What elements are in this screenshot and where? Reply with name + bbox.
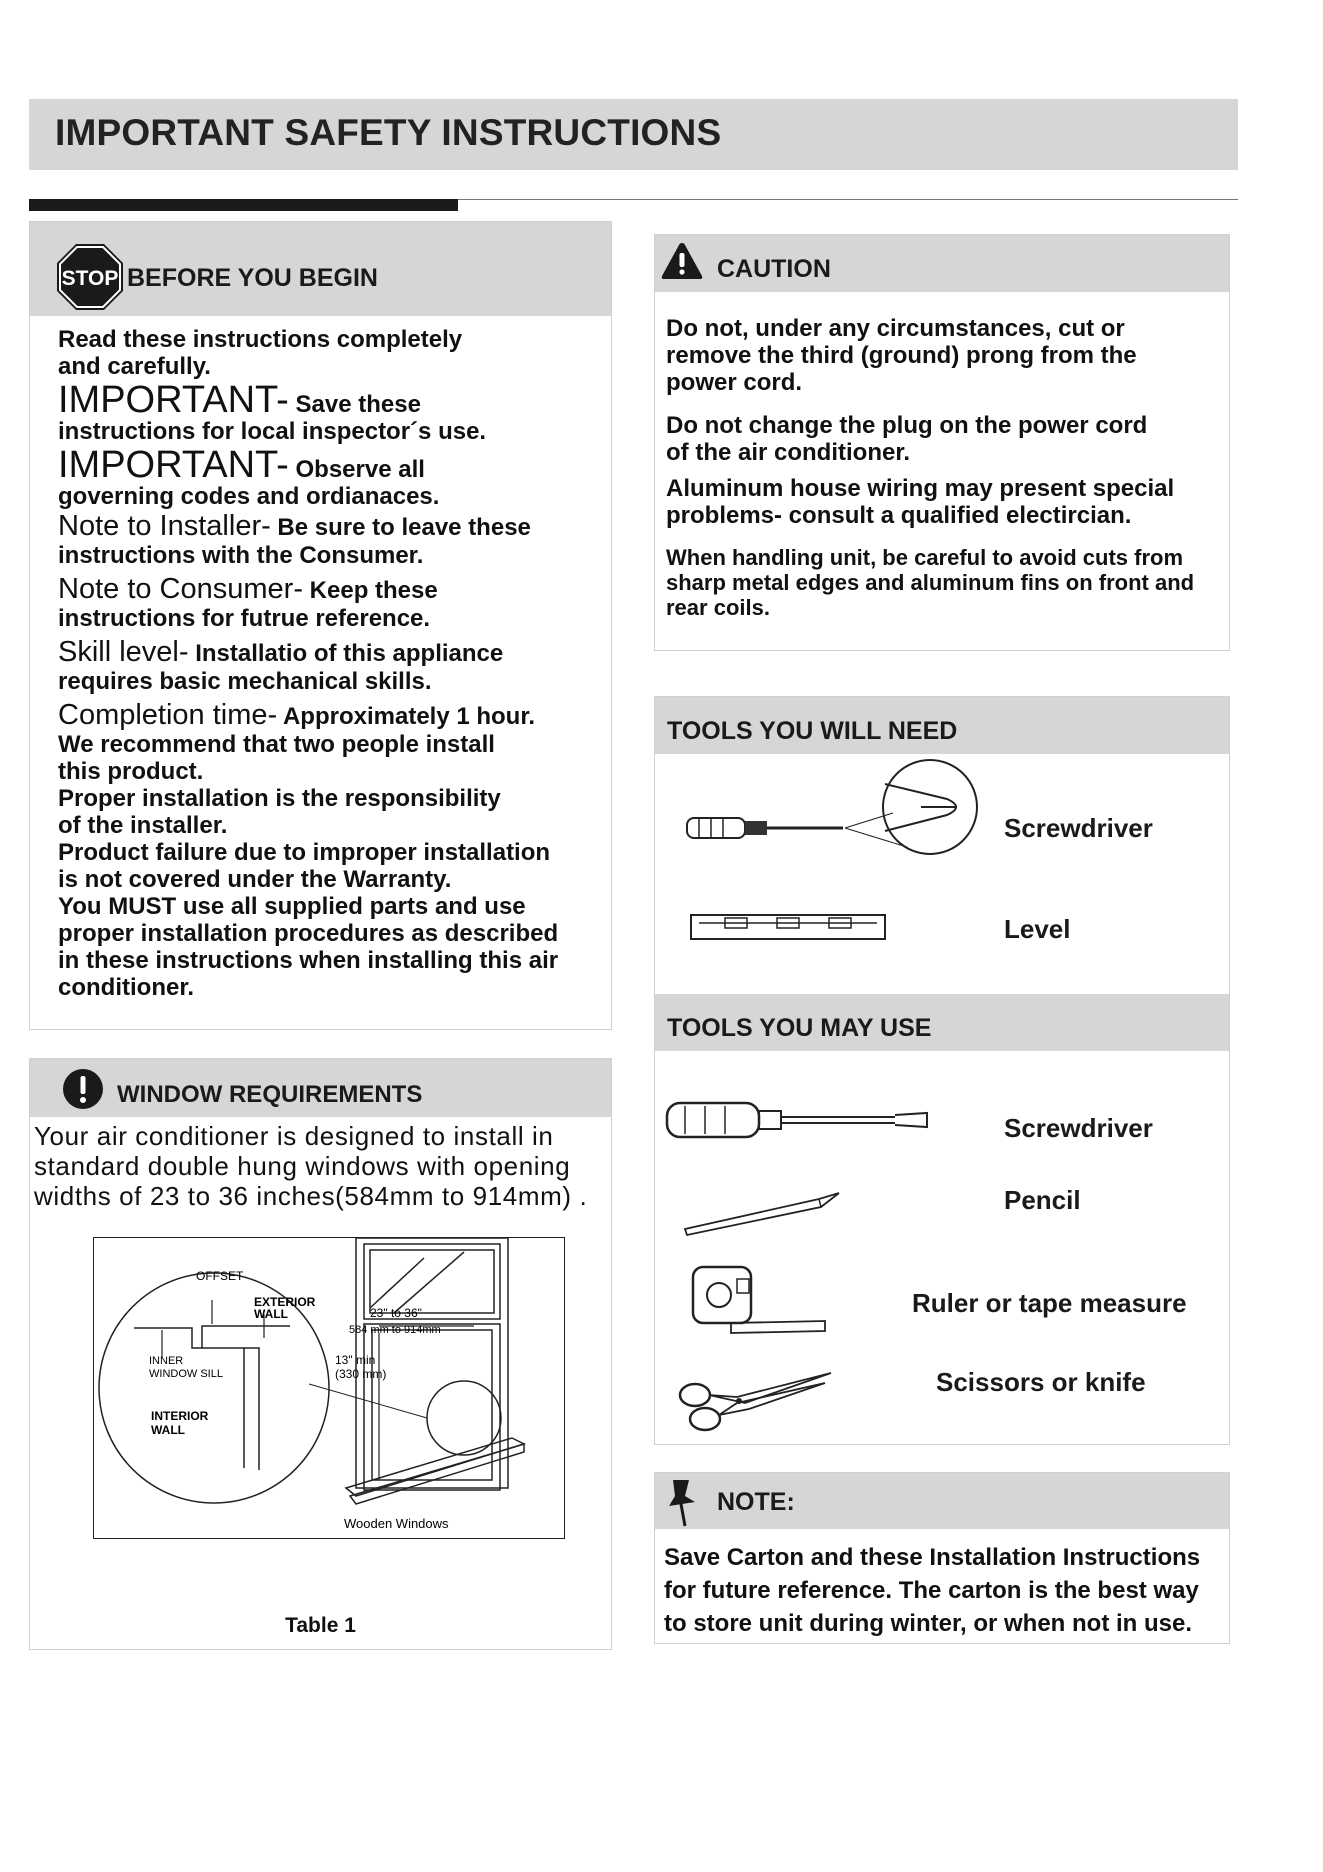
important2-lead: IMPORTANT- [58,444,289,486]
caution-header [655,235,1229,292]
important2-line2: governing codes and ordianaces. [58,483,440,510]
diagram-caption: Wooden Windows [344,1516,449,1531]
diagram-exterior-wall-2: WALL [254,1307,288,1321]
intro-line-2: and carefully. [58,353,211,380]
header-rule-thin [458,199,1238,200]
warning-triangle-icon [660,241,704,281]
tools-need-heading: TOOLS YOU WILL NEED [667,717,958,745]
window-diagram [93,1237,565,1539]
caution-p3-line-1: Aluminum house wiring may present special [666,475,1175,502]
pencil-icon [683,1189,843,1239]
installer-tail: Be sure to leave these [270,514,531,541]
caution-p4-line-2: sharp metal edges and aluminum fins on front and [666,570,1195,595]
window-body-line-2: standard double hung windows with opening [34,1151,571,1181]
diagram-inner-sill-1: INNER [149,1355,184,1367]
phillips-screwdriver-icon [685,759,995,859]
window-body-line-3: widths of 23 to 36 inches(584mm to 914mm) . [34,1181,588,1211]
diagram-interior-wall-2: WALL [151,1423,185,1437]
caution-panel [654,234,1230,651]
tools-panel [654,696,1230,1445]
diagram-min-in: 13" min [335,1353,376,1367]
caution-p2-line-2: of the air conditioner. [666,439,911,466]
note-heading: NOTE: [717,1488,795,1516]
caution-p1-line-3: power cord. [666,369,803,396]
stop-sign-text: STOP [61,267,119,290]
before-you-begin-list [58,326,608,1001]
caution-text [666,315,1228,620]
installer-lead: Note to Installer- [58,510,271,542]
must-line-3: in these instructions when installing this air [58,947,559,974]
note-text [664,1541,1229,1640]
time-lead: Completion time- [58,699,278,731]
caution-p2-line-1: Do not change the plug on the power cord [666,412,1148,439]
tools-may-header [655,994,1229,1051]
must-line-4: conditioner. [58,974,195,1001]
tool-need-label-2: Level [1004,914,1071,944]
diagram-offset-label: OFFSET [196,1269,244,1283]
tools-may-heading: TOOLS YOU MAY USE [667,1014,932,1042]
consumer-line2: instructions for futrue reference. [58,605,431,632]
installer-line2: instructions with the Consumer. [58,542,424,569]
proper-line-2: of the installer. [58,812,228,839]
intro-line-1: Read these instructions completely [58,326,463,353]
note-header [655,1473,1229,1529]
must-line-1: You MUST use all supplied parts and use [58,893,526,920]
tool-may-label-3: Ruler or tape measure [912,1288,1187,1318]
window-requirements-header [30,1059,611,1117]
caution-heading: CAUTION [717,255,831,283]
caution-p4-line-1: When handling unit, be careful to avoid cuts from [666,545,1184,570]
failure-line-2: is not covered under the Warranty. [58,866,452,893]
caution-p1-line-1: Do not, under any circumstances, cut or [666,315,1125,342]
tool-need-label-1: Screwdriver [1004,813,1153,843]
before-you-begin-header [30,222,611,316]
note-line-3: to store unit during winter, or when not in use. [664,1610,1192,1637]
proper-line-1: Proper installation is the responsibility [58,785,501,812]
window-body-line-1: Your air conditioner is designed to install in [34,1121,554,1151]
caution-p4-line-3: rear coils. [666,595,770,620]
diagram-width-mm: 584 mm to 914mm [349,1324,441,1336]
level-icon [689,911,889,945]
window-requirements-heading: WINDOW REQUIREMENTS [117,1081,423,1108]
exclamation-icon [62,1068,104,1110]
important1-lead: IMPORTANT- [58,379,289,421]
note-line-2: for future reference. The carton is the best way [664,1577,1199,1604]
caution-p3-line-2: problems- consult a qualified electircian. [666,502,1132,529]
window-requirements-text [34,1121,614,1211]
tool-may-label-4: Scissors or knife [936,1367,1146,1397]
time-tail: Approximately 1 hour. [277,703,536,730]
tools-need-header [655,697,1229,754]
window-diagram-illustration [94,1238,564,1538]
flat-screwdriver-icon [665,1097,935,1147]
skill-tail: Installatio of this appliance [188,640,504,667]
stop-sign-icon [56,243,124,311]
tool-may-label-1: Screwdriver [1004,1113,1153,1143]
pushpin-icon [663,1476,703,1528]
consumer-tail: Keep these [303,577,438,604]
diagram-min-mm: (330 mm) [335,1367,387,1381]
diagram-exterior-wall-1: EXTERIOR [254,1295,316,1309]
diagram-interior-wall-1: INTERIOR [151,1409,209,1423]
note-line-1: Save Carton and these Installation Instructions [664,1544,1201,1571]
scissors-icon [675,1365,835,1435]
diagram-inner-sill-2: WINDOW SILL [149,1368,223,1380]
skill-lead: Skill level- [58,636,189,668]
recommend-line-1: We recommend that two people install [58,731,495,758]
header-rule-thick [29,199,458,211]
failure-line-1: Product failure due to improper installation [58,839,551,866]
page-title: IMPORTANT SAFETY INSTRUCTIONS [55,112,722,153]
before-you-begin-heading: BEFORE YOU BEGIN [127,264,378,292]
window-requirements-panel [29,1058,612,1650]
must-line-2: proper installation procedures as described [58,920,559,947]
tool-may-label-2: Pencil [1004,1185,1081,1215]
important2-tail: Observe all [288,456,425,483]
skill-line2: requires basic mechanical skills. [58,668,432,695]
caution-p1-line-2: remove the third (ground) prong from the [666,342,1137,369]
important1-line2: instructions for local inspector´s use. [58,418,487,445]
note-panel [654,1472,1230,1644]
table-caption: Table 1 [285,1614,356,1637]
before-you-begin-panel [29,221,612,1030]
tape-measure-icon [691,1265,831,1337]
recommend-line-2: this product. [58,758,204,785]
important1-tail: Save these [288,391,421,418]
diagram-width-in: 23" to 36" [370,1306,422,1320]
consumer-lead: Note to Consumer- [58,573,303,605]
